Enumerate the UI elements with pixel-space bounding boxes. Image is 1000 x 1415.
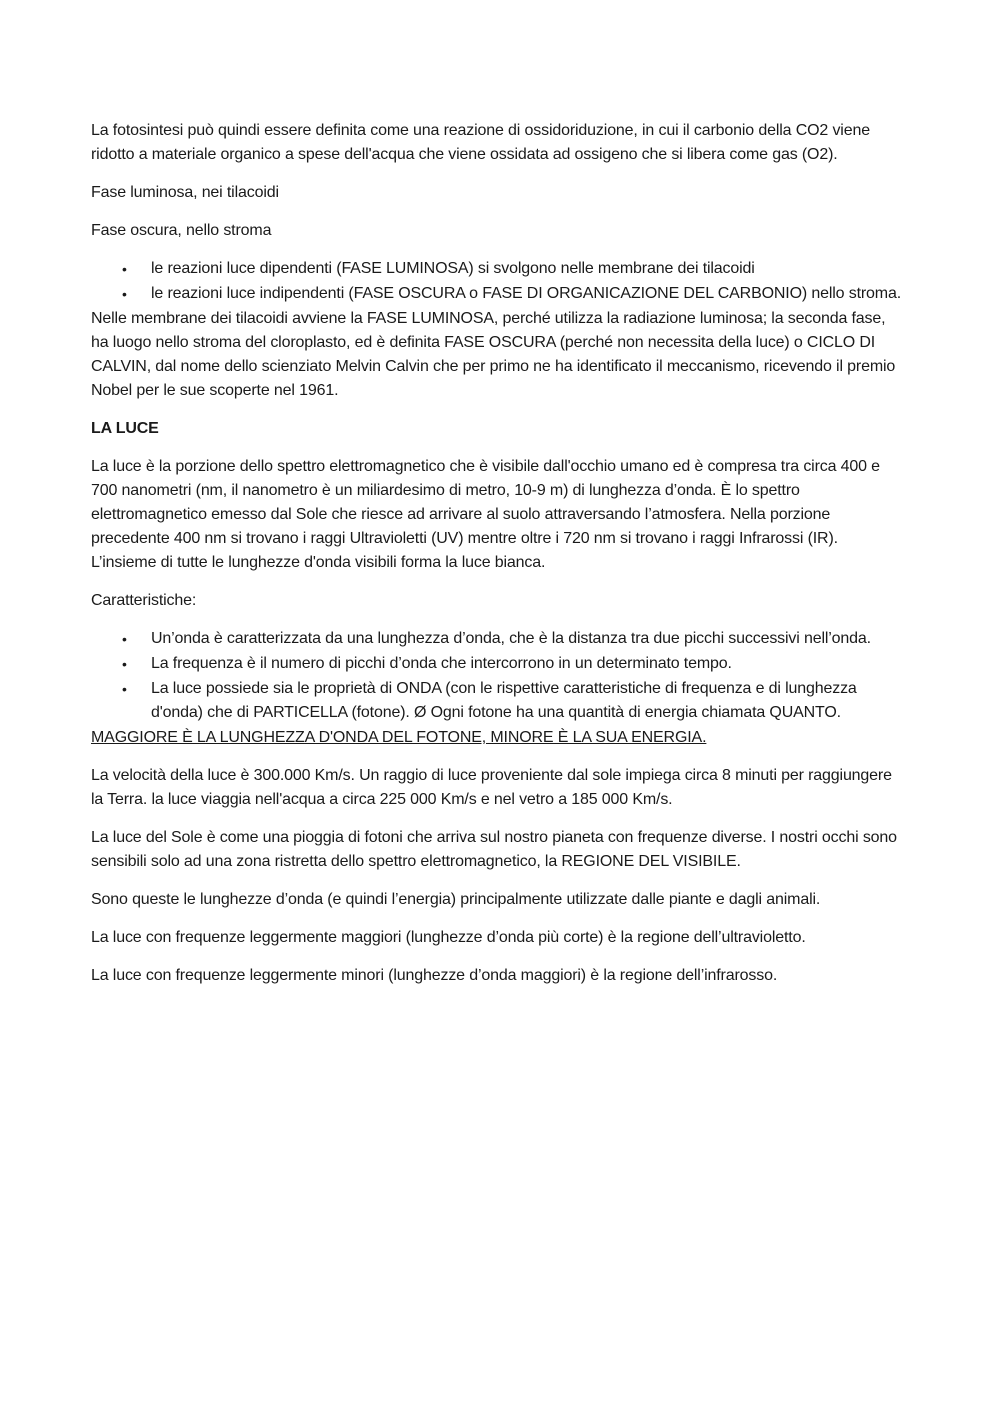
paragraph-fase-luminosa: Fase luminosa, nei tilacoidi (91, 184, 279, 201)
bullet-icon: • (122, 631, 127, 647)
document-page (91, 119, 906, 1002)
bullet-icon: • (122, 656, 127, 672)
paragraph-infrarosso: La luce con frequenze leggermente minori (lunghezze d’onda maggiori) è la regione dell’infrarosso. (91, 967, 778, 984)
list-item-text: La luce possiede sia le proprietà di ONDA (con le rispettive caratteristiche di frequenza e di lunghezza d'onda) che di PARTICELLA (fotone). Ø Ogni fotone ha una quantità di energia chiamata QUANTO. (151, 680, 857, 721)
list-caratteristiche (91, 627, 906, 725)
list-item-text: le reazioni luce dipendenti (FASE LUMINOSA) si svolgono nelle membrane dei tilacoidi (151, 260, 755, 277)
list-reazioni (91, 257, 906, 306)
paragraph-sole: La luce del Sole è come una pioggia di fotoni che arriva sul nostro pianeta con frequenze diverse. I nostri occhi sono sensibili solo ad una zona ristretta dello spettro elettromagnetico, la REGIONE DEL VISIBILE. (91, 829, 897, 870)
list-item (91, 652, 906, 676)
bullet-icon: • (122, 261, 127, 277)
list-item-text: La frequenza è il numero di picchi d’onda che intercorrono in un determinato tempo. (151, 655, 732, 672)
bullet-icon: • (122, 286, 127, 302)
underlined-statement: MAGGIORE È LA LUNGHEZZA D'ONDA DEL FOTONE, MINORE È LA SUA ENERGIA. (91, 729, 707, 746)
paragraph-velocita: La velocità della luce è 300.000 Km/s. Un raggio di luce proveniente dal sole impiega circa 8 minuti per raggiungere la Terra. la luce viaggia nell'acqua a circa 225 000 Km/s e nel vetro a 185 000 Km/s. (91, 767, 892, 808)
paragraph-caratteristiche: Caratteristiche: (91, 592, 197, 609)
list-item (91, 257, 906, 281)
paragraph-ultravioletto: La luce con frequenze leggermente maggiori (lunghezze d’onda più corte) è la regione dell’ultravioletto. (91, 929, 806, 946)
bullet-icon: • (122, 681, 127, 697)
section-heading-la-luce: LA LUCE (91, 420, 159, 437)
list-item (91, 282, 906, 306)
list-item-text: Un’onda è caratterizzata da una lunghezza d’onda, che è la distanza tra due picchi successivi nell’onda. (151, 630, 871, 647)
list-item (91, 677, 906, 725)
list-item-text: le reazioni luce indipendenti (FASE OSCURA o FASE DI ORGANICAZIONE DEL CARBONIO) nello stroma. (151, 285, 902, 302)
paragraph-redox: La fotosintesi può quindi essere definita come una reazione di ossidoriduzione, in cui il carbonio della CO2 viene ridotto a materiale organico a spese dell'acqua che viene ossidata ad ossigeno che si libera come gas (O2). (91, 122, 870, 163)
paragraph-fase-oscura: Fase oscura, nello stroma (91, 222, 272, 239)
list-item (91, 627, 906, 651)
paragraph-membrane: Nelle membrane dei tilacoidi avviene la FASE LUMINOSA, perché utilizza la radiazione luminosa; la seconda fase, ha luogo nello stroma del cloroplasto, ed è definita FASE OSCURA (perché non necessita della luce) o CICLO DI CALVIN, dal nome dello scienziato Melvin Calvin che per primo ne ha identificato il meccanismo, ricevendo il premio Nobel per le sue scoperte nel 1961. (91, 310, 896, 399)
paragraph-spettro: La luce è la porzione dello spettro elettromagnetico che è visibile dall'occhio umano ed è compresa tra circa 400 e 700 nanometri (nm, il nanometro è un miliardesimo di metro, 10-9 m) di lunghezza d’onda. È lo spettro elettromagnetico emesso dal Sole che riesce ad arrivare al suolo attraversando l’atmosfera. Nella porzione precedente 400 nm si trovano i raggi Ultravioletti (UV) mentre oltre i 720 nm si trovano i raggi Infrarossi (IR). L’insieme di tutte le lunghezze d'onda visibili forma la luce bianca. (91, 458, 880, 571)
paragraph-lunghezze: Sono queste le lunghezze d’onda (e quindi l’energia) principalmente utilizzate dalle piante e dagli animali. (91, 891, 821, 908)
